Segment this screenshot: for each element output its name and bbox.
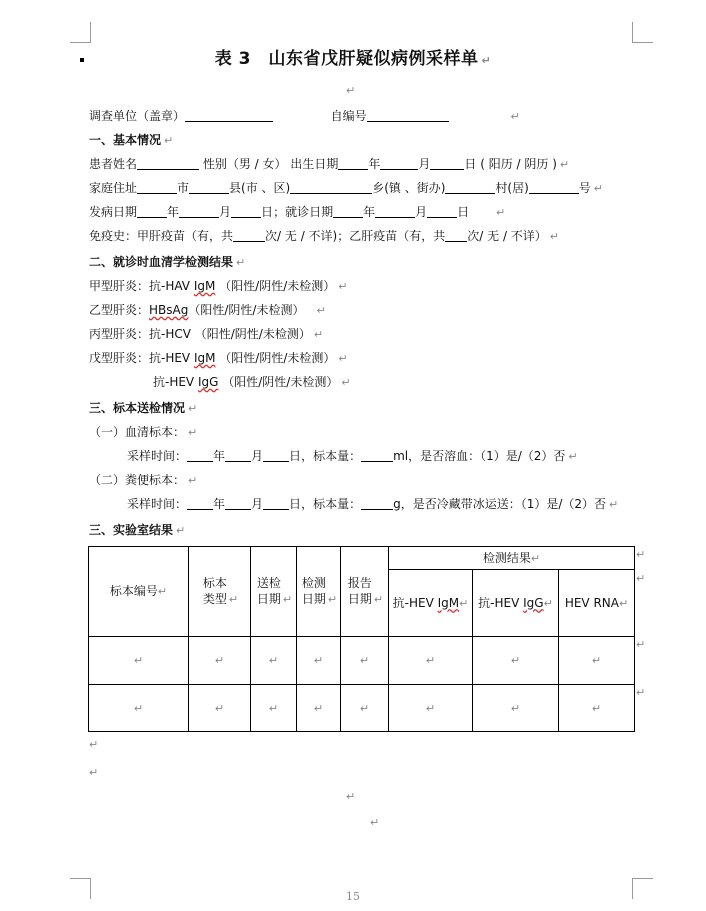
crop-mark-top-left: [70, 22, 91, 43]
onset-year-field[interactable]: [137, 205, 167, 218]
header-line: 调查单位（盖章） 自编号 ↵: [89, 109, 520, 123]
paragraph-mark: ↵: [268, 701, 279, 715]
paragraph-mark: ↵: [313, 701, 324, 715]
table-row: [89, 685, 635, 732]
hepatitis-a-line: 甲型肝炎：抗-HAV IgM （阳性/阴性/未检测） ↵: [89, 279, 348, 293]
paragraph-mark: ↵: [618, 596, 629, 610]
paragraph-mark: ↵: [188, 474, 198, 487]
paragraph-mark: ↵: [549, 230, 560, 243]
table-cell[interactable]: [297, 685, 341, 732]
township-field[interactable]: [445, 181, 495, 194]
paragraph-mark: ↵: [530, 551, 541, 565]
serial-number-field[interactable]: [367, 109, 449, 122]
paragraph-mark: ↵: [316, 304, 326, 317]
document-title: [0, 44, 706, 69]
table-cell[interactable]: [341, 637, 389, 685]
hepatitis-e-igm-line: 戊型肝炎：抗-HEV IgM （阳性/阴性/未检测） ↵: [89, 351, 348, 365]
table-cell[interactable]: [251, 685, 297, 732]
hepatitis-e-igg-line: 抗-HEV IgG （阳性/阴性/未检测） ↵: [153, 375, 351, 389]
birth-year-field[interactable]: [338, 157, 368, 170]
paragraph-mark: ↵: [338, 280, 348, 293]
paragraph-mark: ↵: [214, 701, 225, 715]
paragraph-mark: ↵: [313, 654, 324, 667]
paragraph-mark: ↵: [133, 654, 144, 667]
table-cell[interactable]: [473, 685, 559, 732]
stool-amount-field[interactable]: [361, 497, 393, 510]
paragraph-mark: ↵: [373, 593, 384, 606]
header-anti-hev-igg: 抗-HEV IgG↵: [473, 570, 559, 637]
paragraph-mark: ↵: [425, 701, 436, 715]
table-cell[interactable]: [189, 637, 251, 685]
paragraph-mark: ↵: [157, 585, 168, 598]
address-field-1[interactable]: [137, 181, 177, 194]
table-cell[interactable]: [189, 685, 251, 732]
header-hev-rna: HEV RNA↵: [559, 570, 635, 637]
visit-year-field[interactable]: [333, 205, 363, 218]
paragraph-mark: ↵: [510, 654, 521, 667]
header-test-date: 检测日期 ↵: [297, 547, 341, 637]
serum-month-field[interactable]: [225, 449, 251, 462]
section1-heading: 一、基本情况 ↵: [89, 133, 174, 147]
serum-amount-field[interactable]: [361, 449, 393, 462]
paragraph-mark: ↵: [593, 182, 604, 195]
page-number: 15: [346, 890, 360, 903]
visit-month-field[interactable]: [375, 205, 415, 218]
paragraph-mark: ↵: [341, 376, 351, 389]
paragraph-mark: ↵: [636, 548, 646, 561]
section2-heading: 二、就诊时血清学检测结果 ↵: [89, 255, 246, 269]
table-cell[interactable]: [389, 685, 473, 732]
paragraph-mark: ↵: [89, 766, 99, 779]
header-report-date: 报告日期 ↵: [341, 547, 389, 637]
onset-visit-line: 发病日期 年 月 日；就诊日期 年 月 日 ↵: [89, 205, 506, 219]
paragraph-mark: ↵: [214, 654, 225, 667]
table-cell[interactable]: [559, 685, 635, 732]
paragraph-mark: ↵: [370, 816, 380, 829]
village-field[interactable]: [529, 181, 579, 194]
paragraph-mark: ↵: [359, 701, 370, 715]
city-field[interactable]: [189, 181, 229, 194]
empty-paragraph-mark: ↵: [346, 84, 356, 97]
paragraph-mark: ↵: [568, 450, 578, 463]
paragraph-mark: ↵: [282, 593, 293, 606]
table-cell[interactable]: [341, 685, 389, 732]
stool-specimen-label: （二）粪便标本： ↵: [89, 473, 198, 487]
paragraph-mark: ↵: [591, 701, 602, 715]
visit-day-field[interactable]: [427, 205, 457, 218]
paragraph-mark: ↵: [327, 593, 338, 606]
paragraph-mark: ↵: [495, 206, 506, 219]
address-line: 家庭住址 市 县(市 、区) 乡(镇 、街办) 村(居) 号 ↵: [89, 181, 604, 195]
paragraph-mark: ↵: [188, 402, 198, 415]
paragraph-mark: ↵: [164, 134, 174, 147]
hepb-vaccine-count-field[interactable]: [445, 229, 467, 242]
paragraph-mark: ↵: [338, 352, 348, 365]
paragraph-mark: ↵: [481, 54, 492, 67]
serum-sampling-line: 采样时间： 年 月 日，标本量： ml，是否溶血：（1）是/（2）否 ↵: [127, 449, 578, 463]
birth-day-field[interactable]: [430, 157, 464, 170]
paragraph-mark: ↵: [236, 256, 246, 269]
paragraph-mark: ↵: [591, 654, 602, 667]
paragraph-mark: ↵: [636, 686, 646, 699]
paragraph-mark: ↵: [636, 572, 646, 585]
table-cell[interactable]: [559, 637, 635, 685]
stool-year-field[interactable]: [187, 497, 213, 510]
table-cell[interactable]: [389, 637, 473, 685]
hepa-vaccine-count-field[interactable]: [233, 229, 265, 242]
stool-month-field[interactable]: [225, 497, 251, 510]
paragraph-mark: ↵: [425, 654, 436, 667]
header-submission-date: 送检日期 ↵: [251, 547, 297, 637]
paragraph-mark: ↵: [543, 596, 553, 610]
table-cell[interactable]: [89, 637, 189, 685]
table-cell[interactable]: [297, 637, 341, 685]
header-specimen-type: 标本类型 ↵: [189, 547, 251, 637]
header-test-results: 检测结果↵: [389, 547, 635, 570]
paragraph-mark: ↵: [609, 498, 619, 511]
birth-month-field[interactable]: [380, 157, 418, 170]
paragraph-mark: ↵: [346, 790, 356, 803]
county-field[interactable]: [290, 181, 372, 194]
paragraph-mark: ↵: [176, 524, 186, 537]
header-specimen-id: 标本编号↵: [89, 547, 189, 637]
table-row: [89, 637, 635, 685]
paragraph-mark: ↵: [510, 110, 520, 123]
section3-heading: 三、标本送检情况 ↵: [89, 401, 198, 415]
onset-day-field[interactable]: [231, 205, 261, 218]
paragraph-mark: ↵: [559, 158, 570, 171]
paragraph-mark: ↵: [268, 654, 279, 667]
paragraph-mark: ↵: [89, 738, 99, 751]
serum-day-field[interactable]: [263, 449, 289, 462]
paragraph-mark: ↵: [459, 596, 469, 610]
title-text: 表 3 山东省戊肝疑似病例采样单: [214, 49, 479, 69]
unit-field[interactable]: [185, 109, 273, 122]
table-cell[interactable]: [251, 637, 297, 685]
vaccination-line: 免疫史：甲肝疫苗（有，共 次/ 无 / 不详)；乙肝疫苗（有，共 次/ 无 / 不详） ↵: [89, 229, 560, 243]
table-cell[interactable]: [89, 685, 189, 732]
header-anti-hev-igm: 抗-HEV IgM↵: [389, 570, 473, 637]
section4-heading: 三、实验室结果 ↵: [89, 523, 186, 537]
paragraph-mark: ↵: [359, 654, 370, 667]
paragraph-mark: ↵: [133, 701, 144, 715]
lab-results-table: [88, 546, 635, 732]
paragraph-mark: ↵: [510, 701, 521, 715]
patient-name-field[interactable]: [137, 157, 199, 170]
hepatitis-b-line: 乙型肝炎：HBsAg（阳性/阴性/未检测） ↵: [89, 303, 326, 317]
hepatitis-c-line: 丙型肝炎：抗-HCV （阳性/阴性/未检测） ↵: [89, 327, 324, 341]
paragraph-mark: ↵: [313, 328, 324, 341]
stool-day-field[interactable]: [263, 497, 289, 510]
paragraph-mark: ↵: [228, 593, 239, 606]
patient-info-line: 患者姓名 性别（男 / 女） 出生日期 年 月 日 ( 阳历 / 阴历 ) ↵: [89, 157, 570, 171]
onset-month-field[interactable]: [179, 205, 219, 218]
stool-sampling-line: 采样时间： 年 月 日，标本量： g，是否冷藏带冰运送：（1）是/（2）否 ↵: [127, 497, 619, 511]
crop-mark-top-right: [632, 22, 653, 43]
paragraph-mark: ↵: [188, 426, 198, 439]
serum-year-field[interactable]: [187, 449, 213, 462]
serum-specimen-label: （一）血清标本： ↵: [89, 425, 198, 439]
paragraph-mark: ↵: [636, 638, 646, 651]
table-cell[interactable]: [473, 637, 559, 685]
